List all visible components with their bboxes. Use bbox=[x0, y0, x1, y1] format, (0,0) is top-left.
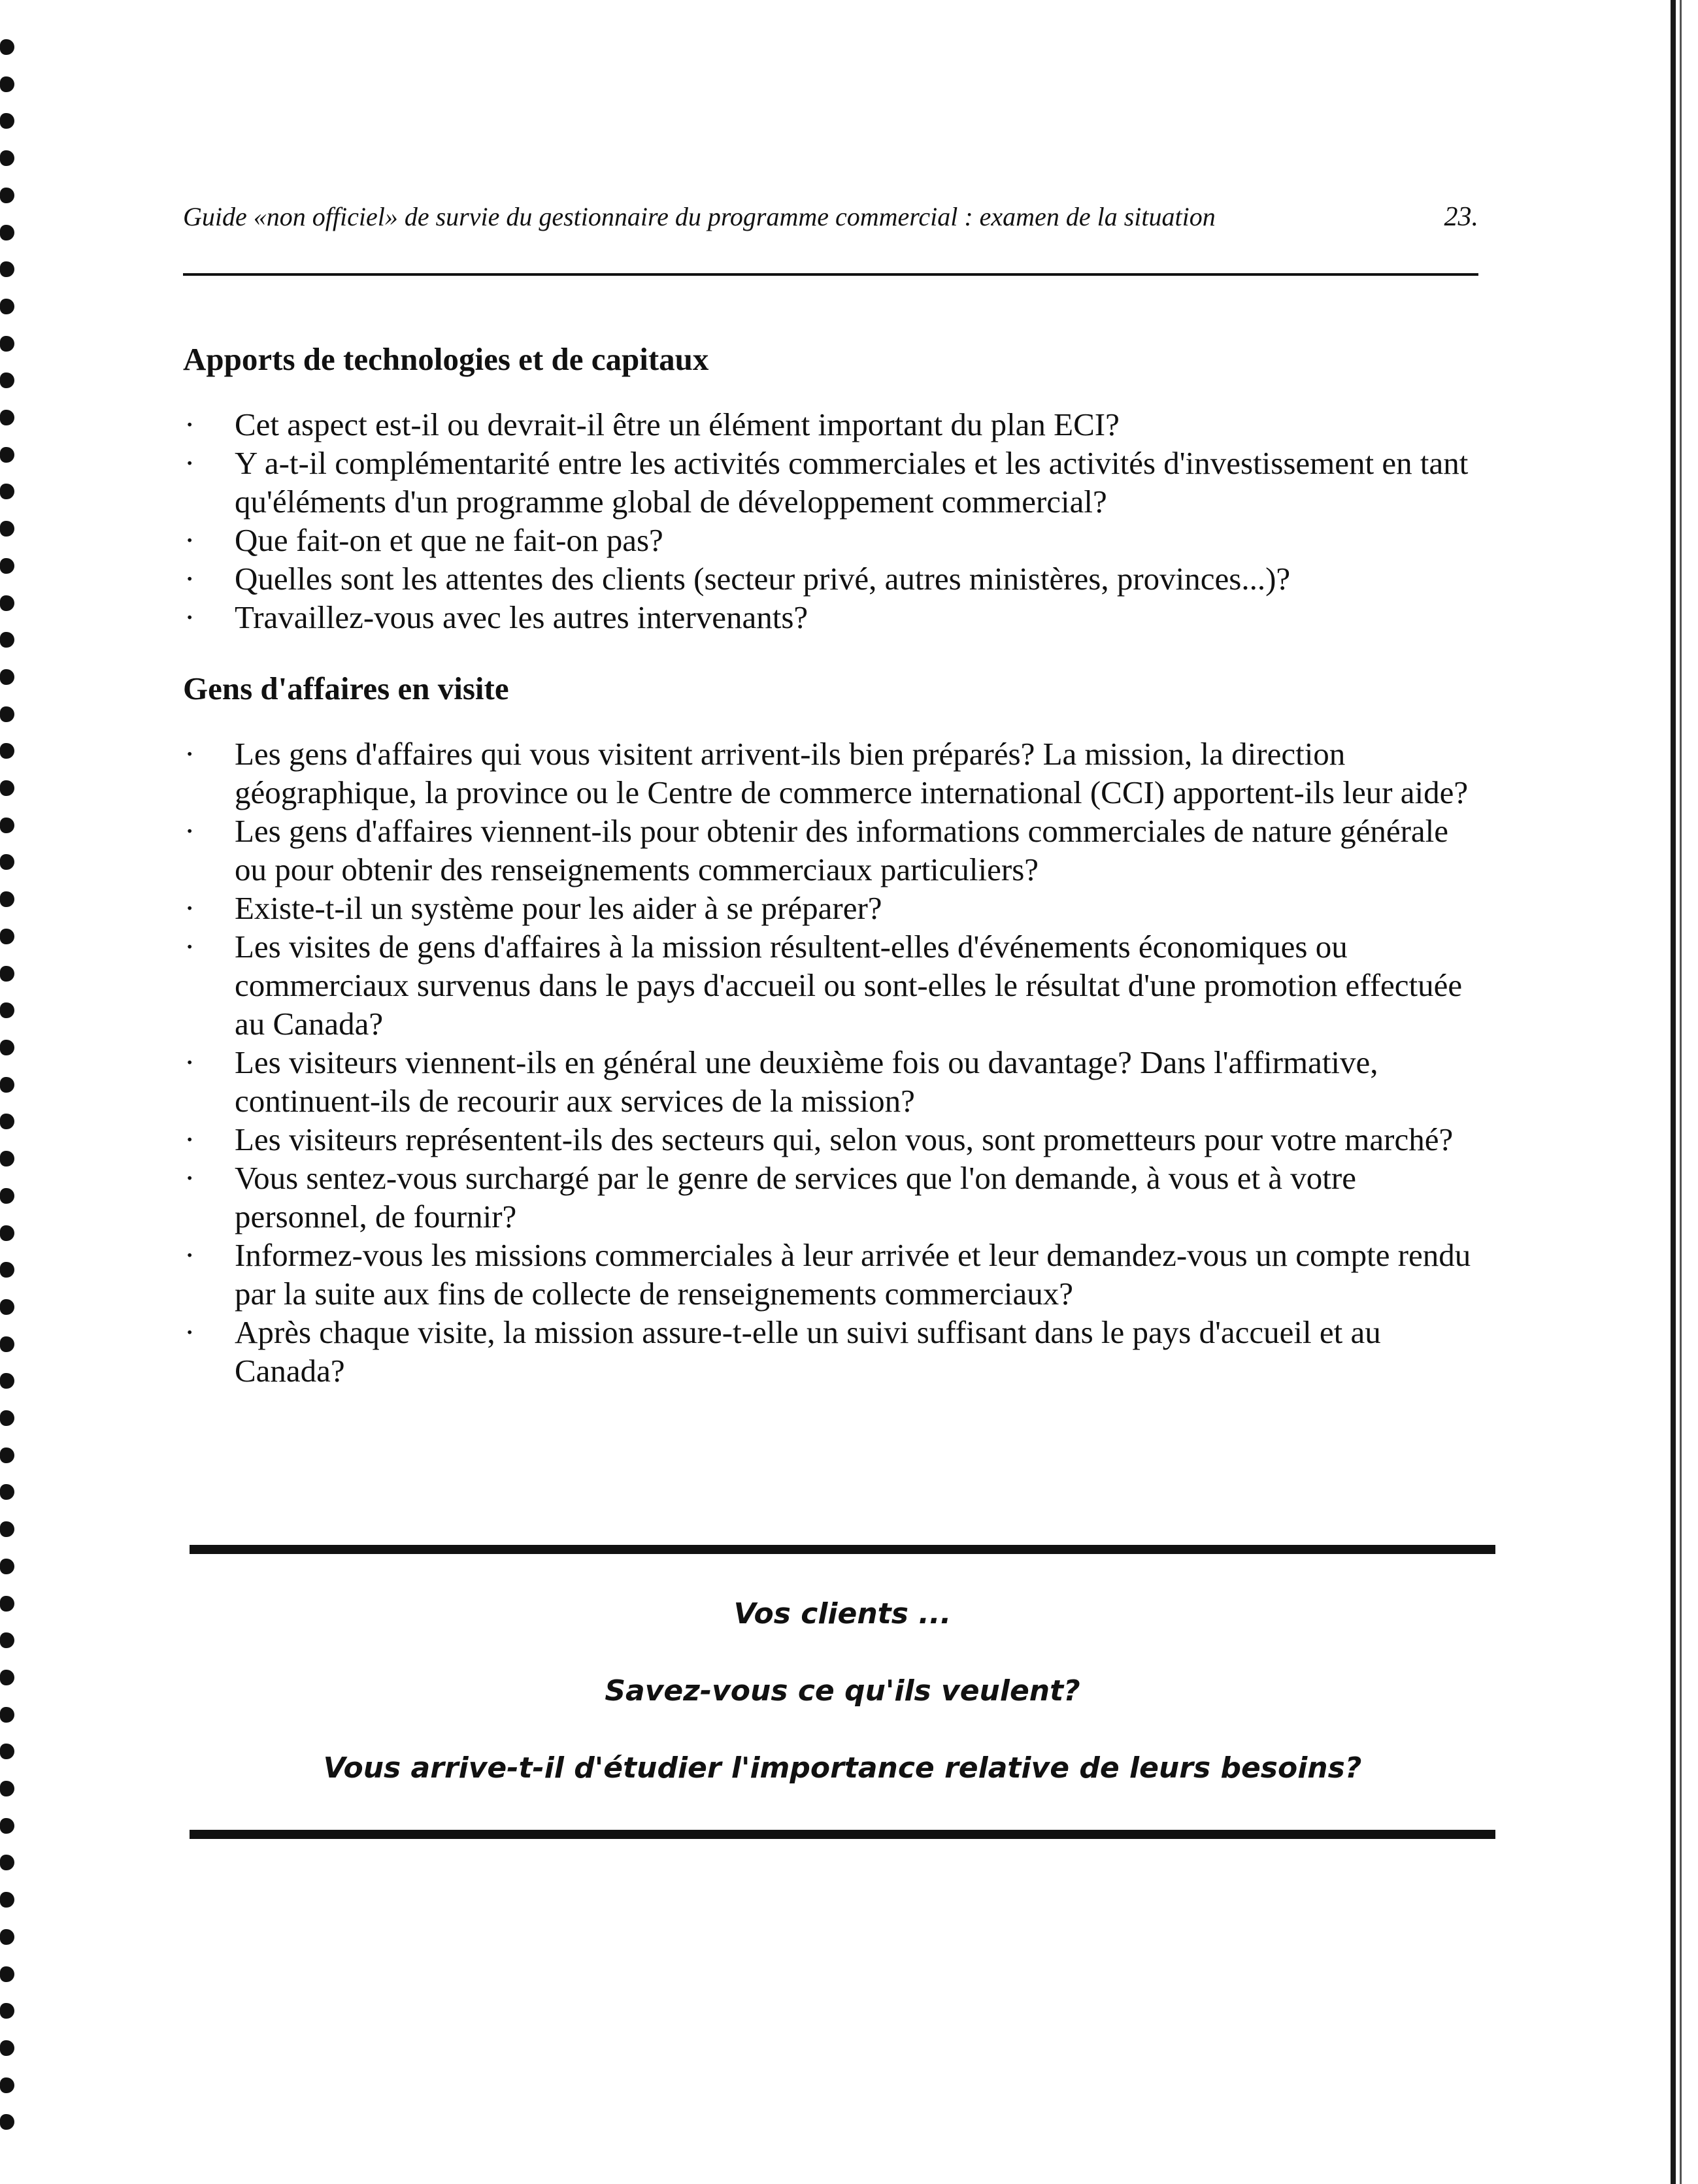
page-edge-shadow bbox=[1671, 0, 1676, 2184]
binding-ring bbox=[0, 1002, 14, 1018]
list-item-text: Informez-vous les missions commerciales à leur arrivée et leur demandez-vous un compte rendu par la suite aux fins de collecte de renseignements commerciaux? bbox=[235, 1237, 1471, 1312]
binding-ring bbox=[0, 780, 14, 796]
binding-ring bbox=[0, 818, 14, 833]
binding-ring bbox=[0, 1336, 14, 1352]
binding-ring bbox=[0, 1410, 14, 1426]
binding-ring bbox=[0, 1448, 14, 1463]
section-heading: Apports de technologies et de capitaux bbox=[183, 341, 709, 377]
list-item-text: Les visiteurs viennent-ils en général une deuxième fois ou davantage? Dans l'affirmative, continuent-ils de recourir aux services de la mission? bbox=[235, 1044, 1378, 1119]
main-content bbox=[183, 340, 1480, 1390]
binding-ring bbox=[0, 39, 14, 55]
running-header bbox=[183, 201, 1478, 233]
binding-ring bbox=[0, 966, 14, 982]
banner-rule-bottom bbox=[190, 1830, 1495, 1839]
list-item-text: Que fait-on et que ne fait-on pas? bbox=[235, 522, 663, 558]
list-item bbox=[183, 1313, 1480, 1390]
bullet-dot: · bbox=[184, 406, 195, 442]
binding-ring bbox=[0, 2003, 14, 2019]
binding-ring bbox=[0, 1373, 14, 1389]
binding-ring bbox=[0, 225, 14, 240]
binding-ring bbox=[0, 299, 14, 314]
bullet-dot: · bbox=[184, 890, 195, 926]
list-item-text: Après chaque visite, la mission assure-t-elle un suivi suffisant dans le pays d'accueil et au Canada? bbox=[235, 1314, 1381, 1389]
list-item-text: Quelles sont les attentes des clients (secteur privé, autres ministères, provinces...)? bbox=[235, 561, 1291, 597]
bullet-dot: · bbox=[184, 445, 195, 481]
binding-ring bbox=[0, 447, 14, 463]
binding-ring bbox=[0, 1892, 14, 1908]
list-item-text: Cet aspect est-il ou devrait-il être un élément important du plan ECI? bbox=[235, 406, 1120, 442]
list-item-text: Y a-t-il complémentarité entre les activités commerciales et les activités d'investissement en tant qu'éléments d'un programme global de développement commercial? bbox=[235, 445, 1469, 520]
binding-ring bbox=[0, 1484, 14, 1500]
list-item bbox=[183, 735, 1480, 812]
list-item bbox=[183, 405, 1480, 444]
binding-ring bbox=[0, 891, 14, 907]
page-edge-line bbox=[1680, 0, 1682, 2184]
list-item bbox=[183, 1120, 1480, 1159]
binding-ring bbox=[0, 1855, 14, 1870]
bullet-dot: · bbox=[184, 1121, 195, 1157]
bullet-dot: · bbox=[184, 1237, 195, 1273]
list-item bbox=[183, 1159, 1480, 1236]
binding-rings bbox=[0, 39, 17, 2130]
callout-banner bbox=[190, 1595, 1495, 1788]
binding-ring bbox=[0, 595, 14, 611]
binding-ring bbox=[0, 1632, 14, 1648]
binding-ring bbox=[0, 484, 14, 499]
header-rule bbox=[183, 273, 1478, 276]
list-item-text: Les gens d'affaires qui vous visitent arrivent-ils bien préparés? La mission, la direction géographique, la province ou le Centre de commerce international (CCI) apportent-ils leur aide? bbox=[235, 736, 1469, 810]
binding-ring bbox=[0, 1818, 14, 1834]
binding-ring bbox=[0, 632, 14, 648]
section-technologies-capitaux bbox=[183, 340, 1480, 637]
binding-ring bbox=[0, 1744, 14, 1759]
binding-ring bbox=[0, 669, 14, 685]
bullet-list bbox=[183, 405, 1480, 637]
binding-ring bbox=[0, 1521, 14, 1537]
bullet-dot: · bbox=[184, 1160, 195, 1196]
list-item-text: Les visiteurs représentent-ils des secteurs qui, selon vous, sont prometteurs pour votre marché? bbox=[235, 1121, 1454, 1157]
bullet-dot: · bbox=[184, 929, 195, 965]
list-item bbox=[183, 521, 1480, 559]
binding-ring bbox=[0, 521, 14, 537]
header-title: Guide «non officiel» de survie du gestionnaire du programme commercial : examen de la situation bbox=[183, 202, 1216, 231]
binding-ring bbox=[0, 1188, 14, 1204]
section-gens-affaires bbox=[183, 669, 1480, 1390]
list-item bbox=[183, 1043, 1480, 1120]
banner-line-1: Vos clients ... bbox=[733, 1597, 952, 1630]
section-heading: Gens d'affaires en visite bbox=[183, 670, 509, 706]
bullet-dot: · bbox=[184, 599, 195, 635]
binding-ring bbox=[0, 2114, 14, 2130]
binding-ring bbox=[0, 410, 14, 425]
list-item bbox=[183, 598, 1480, 637]
page-number: 23. bbox=[1444, 202, 1478, 232]
bullet-dot: · bbox=[184, 522, 195, 558]
binding-ring bbox=[0, 1596, 14, 1612]
binding-ring bbox=[0, 706, 14, 722]
binding-ring bbox=[0, 1225, 14, 1241]
bullet-list bbox=[183, 735, 1480, 1390]
list-item-text: Les visites de gens d'affaires à la mission résultent-elles d'événements économiques ou commerciaux survenus dans le pays d'accueil ou sont-elles le résultat d'une promotion effectuée au Canada? bbox=[235, 929, 1463, 1042]
binding-ring bbox=[0, 150, 14, 166]
bullet-dot: · bbox=[184, 561, 195, 597]
binding-ring bbox=[0, 1151, 14, 1166]
bullet-dot: · bbox=[184, 1314, 195, 1350]
list-item bbox=[183, 927, 1480, 1043]
list-item-text: Vous sentez-vous surchargé par le genre de services que l'on demande, à vous et à votre personnel, de fournir? bbox=[235, 1160, 1356, 1234]
binding-ring bbox=[0, 743, 14, 759]
binding-ring bbox=[0, 558, 14, 574]
binding-ring bbox=[0, 1040, 14, 1055]
binding-ring bbox=[0, 854, 14, 870]
bullet-dot: · bbox=[184, 813, 195, 849]
list-item bbox=[183, 444, 1480, 521]
binding-ring bbox=[0, 113, 14, 129]
binding-ring bbox=[0, 1262, 14, 1278]
list-item bbox=[183, 1236, 1480, 1313]
bullet-dot: · bbox=[184, 1044, 195, 1080]
list-item bbox=[183, 812, 1480, 889]
list-item bbox=[183, 559, 1480, 598]
banner-line-3: Vous arrive-t-il d'étudier l'importance relative de leurs besoins? bbox=[323, 1751, 1362, 1785]
bullet-dot: · bbox=[184, 736, 195, 772]
binding-ring bbox=[0, 188, 14, 203]
binding-ring bbox=[0, 929, 14, 944]
list-item-text: Les gens d'affaires viennent-ils pour obtenir des informations commerciales de nature générale ou pour obtenir des renseignements commerciaux particuliers? bbox=[235, 813, 1448, 887]
binding-ring bbox=[0, 1966, 14, 1982]
binding-ring bbox=[0, 2040, 14, 2056]
binding-ring bbox=[0, 1299, 14, 1315]
binding-ring bbox=[0, 76, 14, 92]
binding-ring bbox=[0, 261, 14, 277]
binding-ring bbox=[0, 2077, 14, 2093]
binding-ring bbox=[0, 1670, 14, 1685]
list-item-text: Travaillez-vous avec les autres intervenants? bbox=[235, 599, 808, 635]
binding-ring bbox=[0, 1707, 14, 1723]
banner-rule-top bbox=[190, 1545, 1495, 1554]
list-item-text: Existe-t-il un système pour les aider à se préparer? bbox=[235, 890, 882, 926]
binding-ring bbox=[0, 372, 14, 388]
binding-ring bbox=[0, 1559, 14, 1574]
banner-line-2: Savez-vous ce qu'ils veulent? bbox=[605, 1674, 1080, 1708]
binding-ring bbox=[0, 1929, 14, 1945]
binding-ring bbox=[0, 1114, 14, 1129]
binding-ring bbox=[0, 1077, 14, 1093]
list-item bbox=[183, 889, 1480, 927]
binding-ring bbox=[0, 336, 14, 352]
binding-ring bbox=[0, 1781, 14, 1796]
